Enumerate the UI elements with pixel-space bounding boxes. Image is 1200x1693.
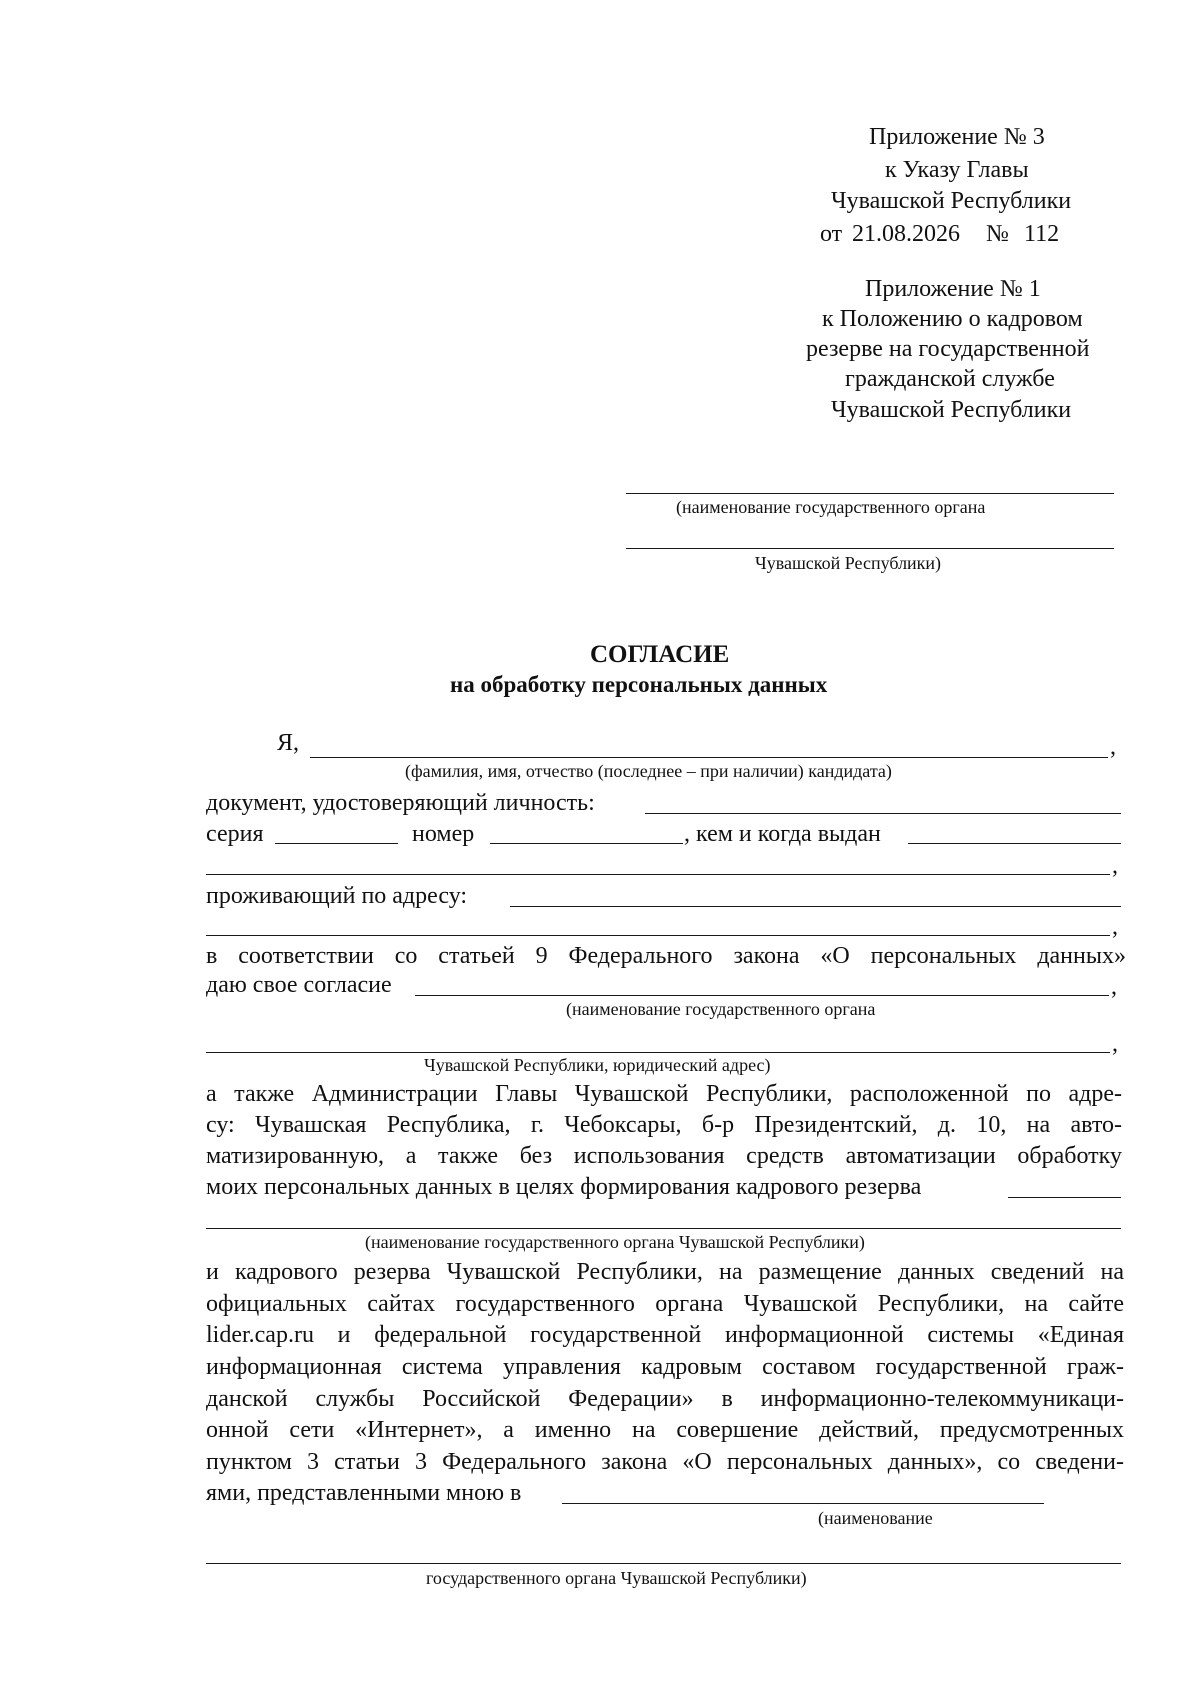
para2-line4: информационная система управления кадровым составом государственной граж-: [206, 1354, 1124, 1380]
appendix3-number-prefix: №: [986, 221, 1009, 247]
doc-label: документ, удостоверяющий личность:: [206, 790, 595, 816]
consent-comma: ,: [1111, 974, 1117, 1000]
fio-caption: (фамилия, имя, отчество (последнее – при наличии) кандидата): [405, 761, 892, 781]
address-line-2: [206, 935, 1110, 936]
organ-line: [206, 1052, 1110, 1053]
i-label: Я,: [277, 730, 300, 756]
appendix3-number: 112: [1024, 221, 1060, 247]
provided-line: [562, 1503, 1044, 1504]
number-label: номер: [412, 821, 475, 847]
para2-line6: онной сети «Интернет», а именно на совершение действий, предусмотренных: [206, 1417, 1124, 1443]
address-comma: ,: [1112, 914, 1118, 940]
series-line: [275, 843, 398, 844]
para2-line5: данской службы Российской Федерации» в информационно-телекоммуникаци-: [206, 1386, 1124, 1412]
provided-label: ями, представленными мною в: [206, 1480, 522, 1506]
para1-line4: моих персональных данных в целях формирования кадрового резерва: [206, 1174, 922, 1200]
document-subtitle: на обработку персональных данных: [450, 672, 828, 697]
para2-line3: lider.cap.ru и федеральной государственной информационной системы «Единая: [206, 1322, 1124, 1348]
appendix3-line3: Чувашской Республики: [831, 188, 1072, 214]
appendix3-date: 21.08.2026: [852, 221, 960, 247]
addressee-line-2: [626, 548, 1114, 549]
appendix1-line2: к Положению о кадровом: [822, 306, 1083, 332]
document-title: СОГЛАСИЕ: [590, 641, 730, 668]
consent-label: даю свое согласие: [206, 972, 392, 998]
para1-line1: а также Администрации Главы Чувашской Республики, расположенной по адре-: [206, 1081, 1122, 1107]
para1-line3: матизированную, а также без использования средств автоматизации обработку: [206, 1143, 1122, 1169]
issued-line-2: [206, 874, 1110, 875]
para1-line2: су: Чувашская Республика, г. Чебоксары, б-р Президентский, д. 10, на авто-: [206, 1112, 1122, 1138]
addressee-line-1: [626, 493, 1114, 494]
doc-line: [645, 813, 1121, 814]
appendix1-line3: резерве на государственной: [806, 336, 1090, 362]
appendix1-line5: Чувашской Республики: [831, 397, 1072, 423]
appendix3-line2: к Указу Главы: [885, 157, 1029, 183]
appendix1-line1: Приложение № 1: [865, 276, 1041, 302]
appendix1-line4: гражданской службе: [845, 366, 1055, 392]
appendix3-line1: Приложение № 3: [869, 124, 1045, 150]
organ-caption: (наименование государственного органа: [566, 999, 876, 1019]
reserve-line: [206, 1228, 1121, 1229]
final-caption-1: (наименование: [818, 1508, 933, 1528]
consent-line: [415, 995, 1109, 996]
para2-line7: пунктом 3 статьи 3 Федерального закона «О персональных данных», со сведени-: [206, 1449, 1124, 1475]
addressee-caption-2: Чувашской Республики): [755, 553, 942, 573]
reserve-caption: (наименование государственного органа Чувашской Республики): [365, 1232, 865, 1252]
series-label: серия: [206, 821, 264, 847]
law-line: в соответствии со статьей 9 Федерального закона «О персональных данных»: [206, 943, 1126, 969]
number-line: [490, 843, 683, 844]
para2-line1: и кадрового резерва Чувашской Республики, на размещение данных сведений на: [206, 1259, 1124, 1285]
address-line: [510, 906, 1121, 907]
reserve-line-short: [1008, 1197, 1121, 1198]
fio-line: [310, 757, 1108, 758]
organ-caption-2: Чувашской Республики, юридический адрес): [424, 1055, 771, 1075]
appendix3-date-prefix: от: [820, 221, 843, 247]
final-caption-2: государственного органа Чувашской Республики): [426, 1568, 807, 1588]
issued-label: , кем и когда выдан: [684, 821, 881, 847]
organ-comma: ,: [1112, 1031, 1118, 1057]
issued-comma: ,: [1112, 853, 1118, 879]
address-label: проживающий по адресу:: [206, 883, 468, 909]
addressee-caption-1: (наименование государственного органа: [676, 497, 986, 517]
fio-comma: ,: [1110, 734, 1116, 760]
para2-line2: официальных сайтах государственного органа Чувашской Республики, на сайте: [206, 1291, 1124, 1317]
issued-line: [908, 843, 1121, 844]
final-line: [206, 1563, 1121, 1564]
